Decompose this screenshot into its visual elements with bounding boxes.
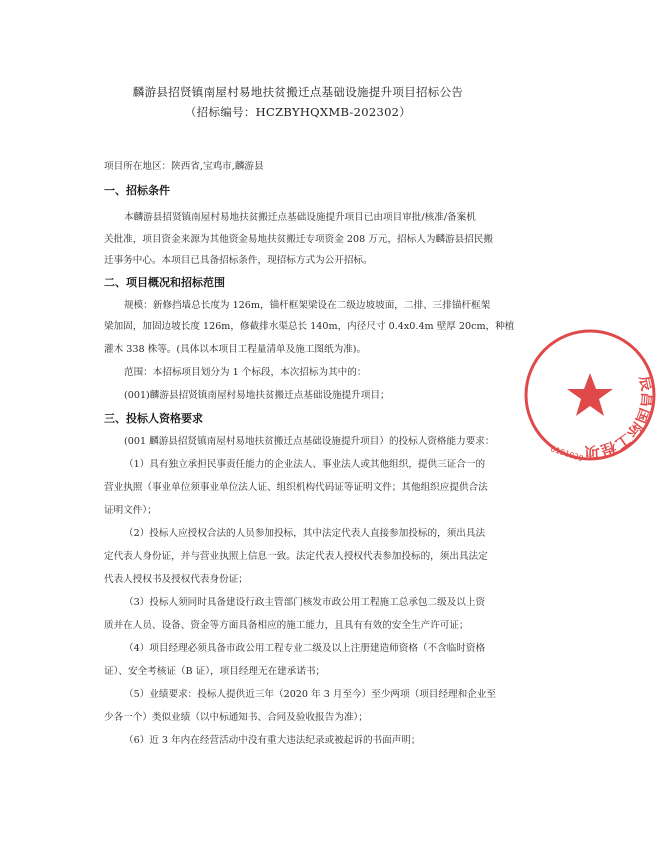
paragraph-line: 范围：本招标项目划分为 1 个标段，本次招标为其中的： <box>124 367 367 378</box>
company-seal-stamp <box>520 325 660 465</box>
section-heading-conditions: 一、招标条件 <box>104 184 170 197</box>
paragraph-line: 证）、安全考核证（B 证），项目经理无在建承诺书； <box>104 666 326 677</box>
paragraph-line: 质并在人员、设备、资金等方面具备相应的施工能力，且具有有效的安全生产许可证； <box>104 620 469 631</box>
paragraph-line: 营业执照（事业单位须事业单位法人证、组织机构代码证等证明文件；其他组织应提供合法 <box>104 482 488 493</box>
section-heading-overview: 二、项目概况和招标范围 <box>104 276 225 289</box>
seal-text: 辰昌国际工程项 <box>584 374 657 462</box>
paragraph-line: （1）具有独立承担民事责任能力的企业法人、事业法人或其他组织，提供三证合一的 <box>124 459 486 470</box>
seal-star-icon <box>567 373 613 416</box>
seal-ring <box>526 331 654 459</box>
paragraph-line: 定代表人身份证，并与营业执照上信息一致。法定代表人授权代表参加投标的，须出具法定 <box>104 551 488 562</box>
paragraph-line: （2）投标人应授权合法的人员参加投标，其中法定代表人直接参加投标的，须出具法 <box>124 528 486 539</box>
paragraph-line: (001 麟游县招贤镇南屋村易地扶贫搬迁点基础设施提升项目）的投标人资格能力要求： <box>124 436 495 447</box>
paragraph-line: 代表人授权书及授权代表身份证； <box>104 574 248 585</box>
paragraph-line: (001)麟游县招贤镇南屋村易地扶贫搬迁点基础设施提升项目； <box>124 390 390 401</box>
seal-number: 6101030 <box>549 444 585 464</box>
paragraph-line: 少各一个）类似业绩（以中标通知书、合同及验收报告为准）； <box>104 712 368 723</box>
project-location: 项目所在地区：陕西省,宝鸡市,麟游县 <box>104 161 264 172</box>
paragraph-line: 灌木 338 株等。(具体以本项目工程量清单及施工图纸为准)。 <box>104 344 367 355</box>
paragraph-line: 梁加固，加固边坡长度 126m，修截排水渠总长 140m，内径尺寸 0.4x0.4m 壁厚 20cm，种植 <box>104 321 515 332</box>
paragraph-line: 迁事务中心。本项目已具备招标条件，现招标方式为公开招标。 <box>104 255 373 266</box>
paragraph-line: 关批准，项目资金来源为其他资金易地扶贫搬迁专项资金 208 万元，招标人为麟游县招民搬 <box>104 234 493 245</box>
paragraph-line: （4）项目经理必须具备市政公用工程专业二级及以上注册建造师资格（不含临时资格 <box>124 643 486 654</box>
tender-code: （招标编号：HCZBYHQXMB-202302） <box>184 105 412 119</box>
section-heading-qualifications: 三、投标人资格要求 <box>104 412 203 425</box>
paragraph-line: （6）近 3 年内在经营活动中没有重大违法纪录或被起诉的书面声明； <box>124 735 421 746</box>
paragraph-line: （3）投标人须同时具备建设行政主管部门核发市政公用工程施工总承包二级及以上资 <box>124 597 486 608</box>
paragraph-line: 证明文件）； <box>104 505 157 516</box>
document-title: 麟游县招贤镇南屋村易地扶贫搬迁点基础设施提升项目招标公告 <box>132 85 464 99</box>
paragraph-line: 本麟游县招贤镇南屋村易地扶贫搬迁点基础设施提升项目已由项目审批/核准/备案机 <box>124 212 476 223</box>
paragraph-line: （5）业绩要求：投标人提供近三年（2020 年 3 月至今）至少两项（项目经理和企业至 <box>124 689 496 700</box>
paragraph-line: 规模：新修挡墙总长度为 126m，锚杆框架梁设在二级边坡坡面，二排、三排锚杆框架 <box>124 300 491 311</box>
